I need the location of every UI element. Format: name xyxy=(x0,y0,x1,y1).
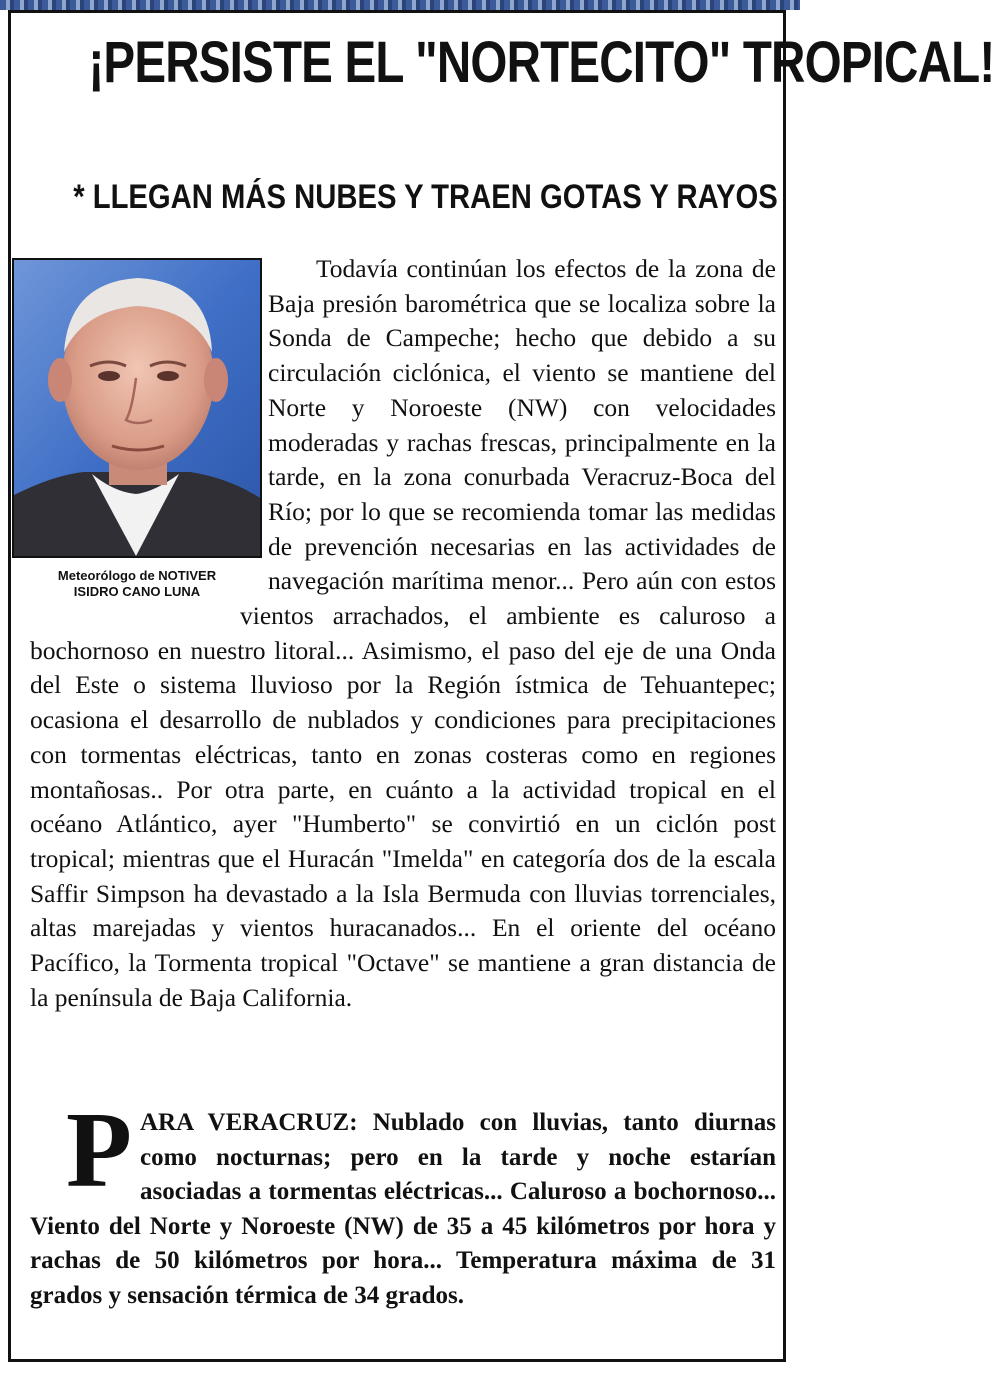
forecast-text: ARA VERACRUZ: Nublado con lluvias, tanto diurnas como nocturnas; pero en la tarde y noche estarían asociadas a tormentas eléctricas... Caluroso a bochornoso... Viento del Norte y Noroeste (NW) de 35 a 45 kilómetros por hora y rachas de 50 kilómetros por hora... Temperatura máxima de 31 grados y sensación térmica de 34 grados. xyxy=(30,1109,776,1309)
article-body xyxy=(30,252,776,1015)
subheadline: * LLEGAN MÁS NUBES Y TRAEN GOTAS Y RAYOS xyxy=(73,178,778,216)
top-decorative-strip xyxy=(0,0,800,10)
headline: ¡PERSISTE EL "NORTECITO" TROPICAL! xyxy=(88,30,994,95)
forecast-paragraph xyxy=(30,1091,776,1313)
drop-cap: P xyxy=(66,1091,132,1210)
photo-caption-title: Meteorólogo de NOTIVER xyxy=(57,568,217,583)
article-body-text: Todavía continúan los efectos de la zona de Baja presión barométrica que se localiza sobre la Sonda de Campeche; hecho que debido a su circulación ciclónica, el viento se mantiene del Norte y Noroeste (NW) con velocidades moderadas y rachas frescas, principalmente en la tarde, en la zona conurbada Veracruz-Boca del Río; por lo que se recomienda tomar las medidas de prevención necesarias en las actividades de navegación marítima menor... Pero aún con estos vientos arrachados, el ambiente es caluroso a bochornoso en nuestro litoral... Asimismo, el paso del eje de una Onda del Este o sistema lluvioso por la Región ístmica de Tehuantepec; ocasiona el desarrollo de nublados y condiciones para precipitaciones con tormentas eléctricas, tanto en zonas costeras como en regiones montañosas.. Por otra parte, en cuánto a la actividad tropical en el océano Atlántico, ayer "Humberto" se convirtió en un ciclón post tropical; mientras que el Huracán "Imelda" en categoría dos de la escala Saffir Simpson ha devastado a la Isla Bermuda con lluvias torrenciales, altas marejadas y vientos huracanados... En el oriente del océano Pacífico, la Tormenta tropical "Octave" se mantiene a gran distancia de la península de Baja California. xyxy=(30,254,776,1012)
photo-caption-name: ISIDRO CANO LUNA xyxy=(73,584,201,599)
